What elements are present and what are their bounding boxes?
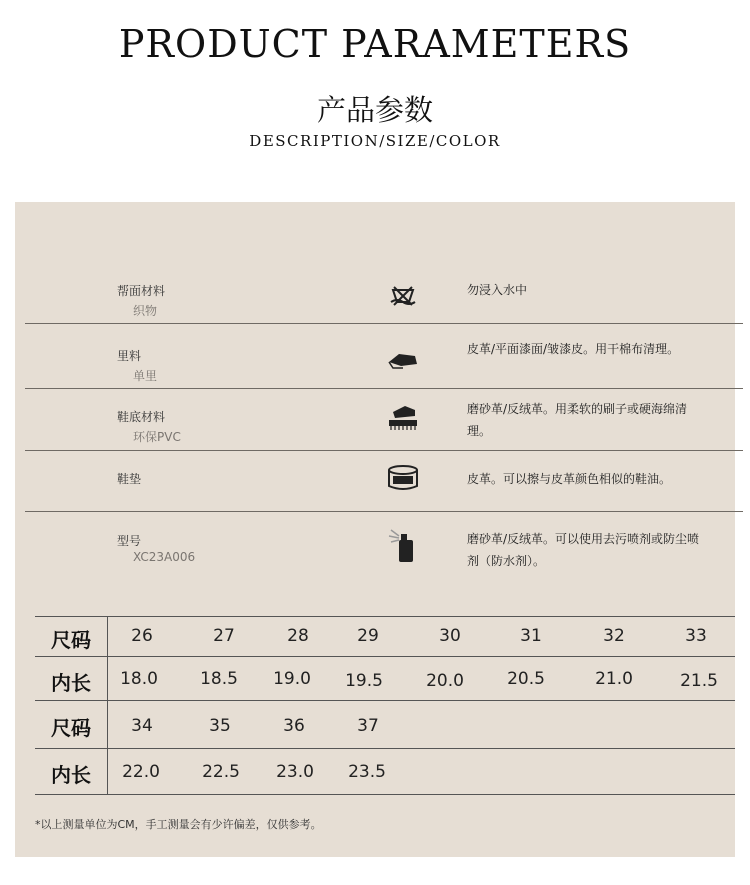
size-cell: 37 — [357, 716, 379, 736]
table-column-divider — [107, 616, 108, 794]
param-value-lining: 单里 — [133, 369, 158, 383]
divider — [25, 511, 743, 512]
wipe-cloth-icon — [385, 340, 421, 376]
spray-can-icon — [385, 524, 421, 564]
care-text-1: 勿浸入水中 — [467, 283, 528, 297]
length-cell: 20.5 — [507, 669, 545, 689]
table-line — [35, 700, 735, 701]
section-subtitle-en: DESCRIPTION/SIZE/COLOR — [249, 132, 501, 150]
length-header: 内长 — [51, 763, 91, 787]
length-cell: 19.0 — [273, 669, 311, 689]
param-value-model: XC23A006 — [133, 550, 196, 564]
size-cell: 35 — [209, 716, 231, 736]
section-title-cn: 产品参数 — [316, 93, 433, 127]
parameters-panel — [15, 202, 735, 857]
divider — [25, 450, 743, 451]
size-cell: 29 — [357, 626, 379, 646]
table-line — [35, 656, 735, 657]
length-cell: 22.0 — [122, 762, 160, 782]
brush-icon — [385, 398, 421, 434]
shoe-polish-icon — [385, 460, 421, 496]
length-cell: 21.5 — [680, 671, 718, 691]
param-label-model: 型号 — [117, 534, 142, 548]
length-cell: 20.0 — [426, 671, 464, 691]
size-cell: 34 — [131, 716, 153, 736]
size-cell: 31 — [520, 626, 542, 646]
size-header: 尺码 — [51, 716, 91, 740]
divider — [25, 388, 743, 389]
length-cell: 23.5 — [348, 762, 386, 782]
table-line — [35, 794, 735, 795]
length-cell: 18.5 — [200, 669, 238, 689]
measurement-note: *以上测量单位为CM，手工测量会有少许偏差，仅供参考。 — [35, 818, 322, 831]
size-cell: 30 — [439, 626, 461, 646]
care-text-4: 皮革。可以擦与皮革颜色相似的鞋油。 — [467, 472, 672, 486]
size-cell: 33 — [685, 626, 707, 646]
page-title: PRODUCT PARAMETERS — [118, 22, 632, 66]
param-value-sole: 环保PVC — [133, 430, 181, 444]
param-label-insole: 鞋垫 — [117, 472, 142, 486]
divider — [25, 323, 743, 324]
param-label-upper: 帮面材料 — [117, 284, 166, 298]
param-value-upper: 织物 — [133, 304, 158, 318]
size-cell: 28 — [287, 626, 309, 646]
length-cell: 22.5 — [202, 762, 240, 782]
length-cell: 21.0 — [595, 669, 633, 689]
care-text-5: 磨砂革/反绒革。可以使用去污喷剂或防尘喷剂（防水剂）。 — [467, 532, 700, 568]
length-cell: 18.0 — [120, 669, 158, 689]
param-label-lining: 里料 — [117, 349, 142, 363]
no-soak-icon — [385, 278, 421, 314]
length-header: 内长 — [51, 671, 91, 695]
size-header: 尺码 — [51, 628, 91, 652]
size-cell: 26 — [131, 626, 153, 646]
size-cell: 32 — [603, 626, 625, 646]
length-cell: 23.0 — [276, 762, 314, 782]
table-line — [35, 616, 735, 617]
table-line — [35, 748, 735, 749]
size-cell: 36 — [283, 716, 305, 736]
care-text-3: 磨砂革/反绒革。用柔软的刷子或硬海绵清理。 — [467, 402, 688, 438]
care-text-2: 皮革/平面漆面/皱漆皮。用干棉布清理。 — [467, 342, 680, 356]
size-cell: 27 — [213, 626, 235, 646]
length-cell: 19.5 — [345, 671, 383, 691]
param-label-sole: 鞋底材料 — [117, 410, 166, 424]
